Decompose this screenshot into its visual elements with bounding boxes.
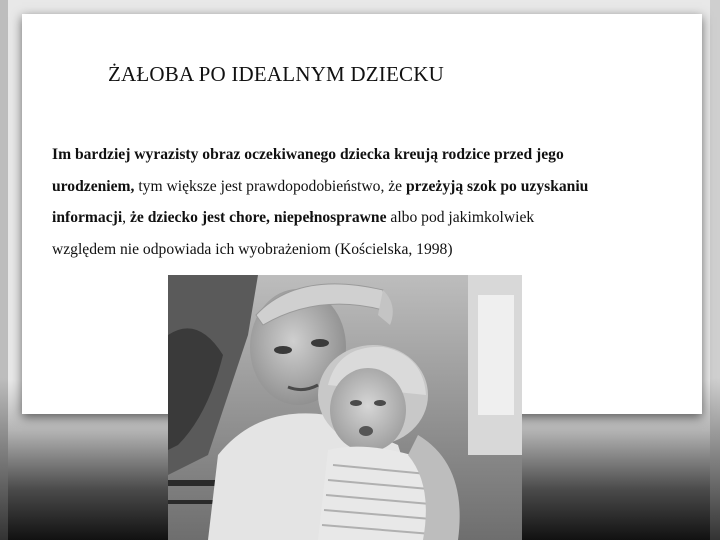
left-frame-bar — [0, 0, 8, 540]
body-line-1-text: Im bardziej wyrazisty obraz oczekiwanego dziecka kreują rodzice przed jego — [52, 146, 564, 163]
mother-and-child-photo — [168, 275, 522, 540]
body-line-3 — [52, 202, 712, 234]
slide-title: ŻAŁOBA PO IDEALNYM DZIECKU — [108, 62, 444, 86]
body-line-2-normal: tym większe jest prawdopodobieństwo, że — [134, 177, 406, 195]
body-line-1 — [52, 139, 712, 171]
body-line-2 — [52, 171, 712, 203]
slide-body-text — [52, 139, 712, 265]
body-line-3-bold-b: że dziecko jest chore, niepełnosprawne — [129, 209, 387, 226]
body-line-2-bold-b: przeżyją szok po uzyskaniu — [405, 177, 589, 195]
right-frame-bar — [710, 0, 720, 540]
photo-illustration — [168, 275, 522, 540]
body-line-3-normal-a: , — [122, 209, 130, 226]
body-line-3-normal-b: albo pod jakimkolwiek — [386, 209, 535, 226]
body-line-2-bold: urodzeniem, — [52, 177, 135, 195]
body-line-4: względem nie odpowiada ich wyobrażeniom (Kościelska, 1998) — [52, 240, 453, 258]
body-line-3-bold-a: informacji — [52, 209, 123, 226]
